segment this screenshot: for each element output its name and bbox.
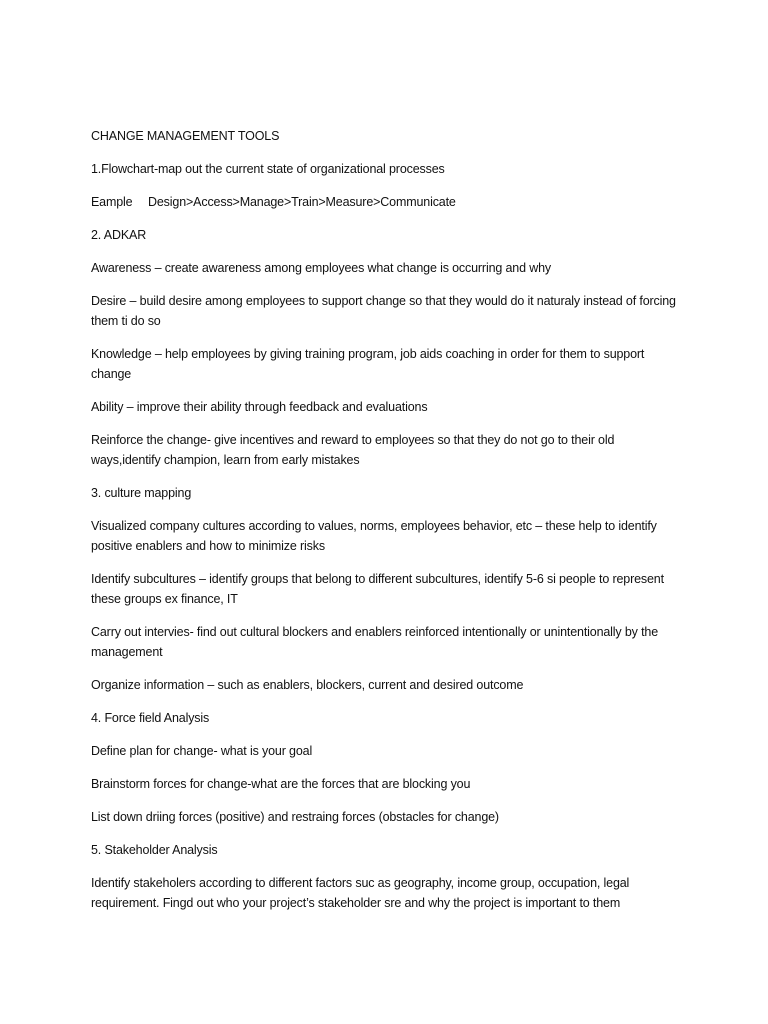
culture-subcultures: Identify subcultures – identify groups that belong to different subcultures, identify 5-6 si people to represent these groups ex finance, IT — [91, 572, 664, 606]
force-define: Define plan for change- what is your goal — [91, 744, 313, 758]
force-heading: 4. Force field Analysis — [91, 711, 210, 725]
document-body — [91, 126, 681, 926]
example-label: Eample — [91, 195, 133, 209]
adkar-reinforce: Reinforce the change- give incentives and reward to employees so that they do not go to their old ways,identify champion, learn from early mistakes — [91, 433, 615, 467]
force-brainstorm: Brainstorm forces for change-what are the forces that are blocking you — [91, 777, 471, 791]
stakeholder-identify: Identify stakeholers according to different factors suc as geography, income group, occupation, legal requirement. Fingd out who your project’s stakeholder sre and why the project is important to them — [91, 876, 630, 910]
example-text: Design>Access>Manage>Train>Measure>Communicate — [148, 195, 456, 209]
culture-organize: Organize information – such as enablers, blockers, current and desired outcome — [91, 678, 524, 692]
culture-visualized: Visualized company cultures according to values, norms, employees behavior, etc – these help to identify positive enablers and how to minimize risks — [91, 519, 657, 553]
culture-interviews: Carry out intervies- find out cultural blockers and enablers reinforced intentionally or unintentionally by the management — [91, 625, 658, 659]
adkar-awareness: Awareness – create awareness among employees what change is occurring and why — [91, 261, 552, 275]
adkar-heading: 2. ADKAR — [91, 228, 147, 242]
force-list: List down driing forces (positive) and restraing forces (obstacles for change) — [91, 810, 499, 824]
adkar-knowledge: Knowledge – help employees by giving training program, job aids coaching in order for them to support change — [91, 347, 645, 381]
document-title: CHANGE MANAGEMENT TOOLS — [91, 129, 280, 143]
flowchart-heading: 1.Flowchart-map out the current state of organizational processes — [91, 162, 445, 176]
culture-heading: 3. culture mapping — [91, 486, 192, 500]
example-line — [91, 192, 681, 212]
stakeholder-heading: 5. Stakeholder Analysis — [91, 843, 218, 857]
adkar-desire: Desire – build desire among employees to support change so that they would do it naturaly instead of forcing them ti do so — [91, 294, 676, 328]
adkar-ability: Ability – improve their ability through feedback and evaluations — [91, 400, 428, 414]
